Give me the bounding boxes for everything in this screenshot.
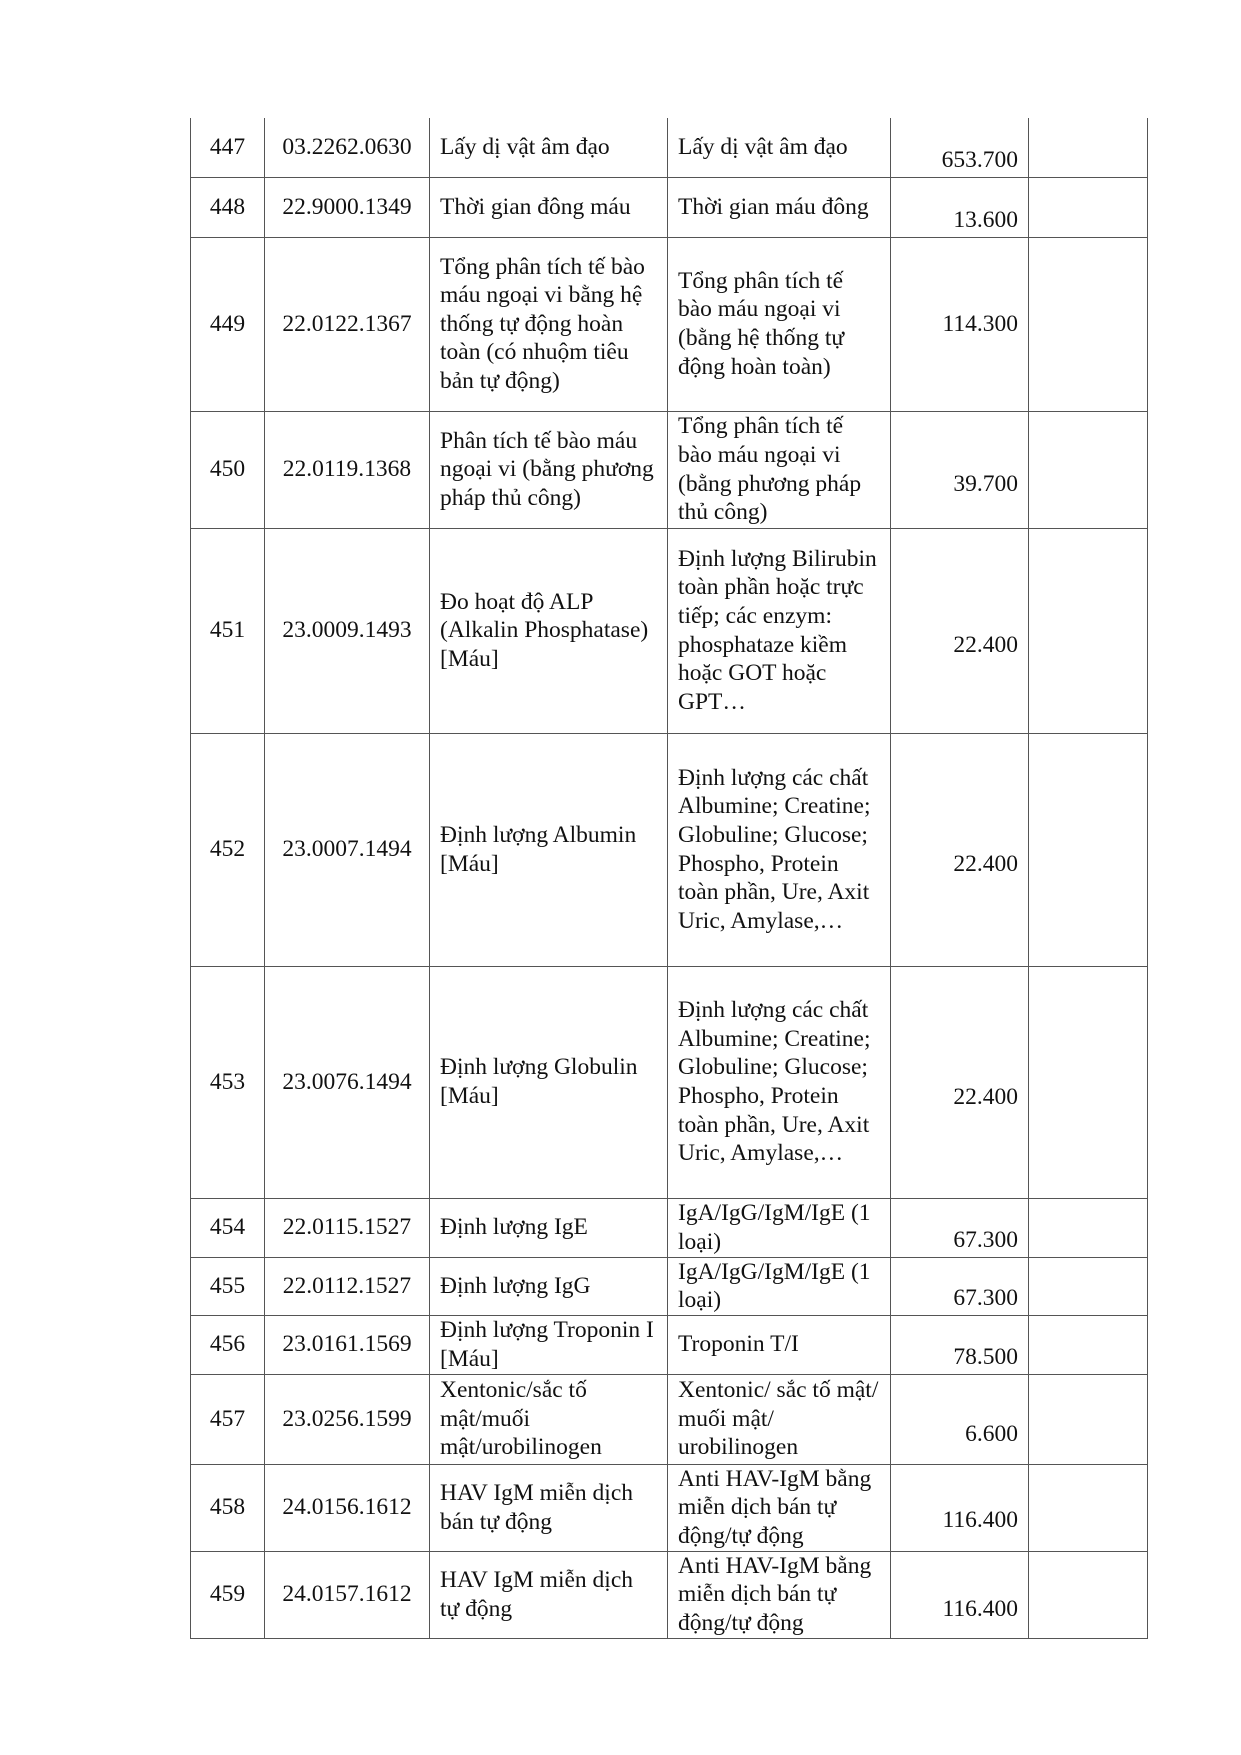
price-value: 22.400 [891, 528, 1029, 733]
service-code: 22.0122.1367 [265, 237, 430, 411]
table-row [191, 733, 1148, 966]
note-cell [1029, 177, 1148, 237]
service-name: Đo hoạt độ ALP (Alkalin Phosphatase) [Máu] [430, 528, 668, 733]
note-cell [1029, 1198, 1148, 1257]
row-number: 450 [191, 411, 265, 528]
price-group-name: IgA/IgG/IgM/IgE (1 loại) [668, 1257, 891, 1315]
price-value: 78.500 [891, 1315, 1029, 1374]
service-name: Xentonic/sắc tố mật/muối mật/urobilinogen [430, 1374, 668, 1464]
service-name: Phân tích tế bào máu ngoại vi (bằng phương pháp thủ công) [430, 411, 668, 528]
table-row [191, 1464, 1148, 1551]
row-number: 452 [191, 733, 265, 966]
service-code: 22.0115.1527 [265, 1198, 430, 1257]
service-name: Định lượng Globulin [Máu] [430, 966, 668, 1198]
table-row [191, 118, 1148, 177]
table-row [191, 528, 1148, 733]
price-value: 653.700 [891, 118, 1029, 177]
service-name: HAV IgM miễn dịch bán tự động [430, 1464, 668, 1551]
note-cell [1029, 237, 1148, 411]
service-name: Định lượng Troponin I [Máu] [430, 1315, 668, 1374]
service-code: 22.9000.1349 [265, 177, 430, 237]
service-name: Lấy dị vật âm đạo [430, 118, 668, 177]
row-number: 458 [191, 1464, 265, 1551]
service-code: 23.0256.1599 [265, 1374, 430, 1464]
price-group-name: Định lượng Bilirubin toàn phần hoặc trực tiếp; các enzym: phosphataze kiềm hoặc GOT hoặc GPT… [668, 528, 891, 733]
service-name: Định lượng IgG [430, 1257, 668, 1315]
table-row [191, 1198, 1148, 1257]
price-group-name: Thời gian máu đông [668, 177, 891, 237]
service-code: 24.0157.1612 [265, 1551, 430, 1638]
price-value: 22.400 [891, 966, 1029, 1198]
row-number: 449 [191, 237, 265, 411]
service-code: 23.0007.1494 [265, 733, 430, 966]
table-row [191, 1551, 1148, 1638]
price-group-name: Tổng phân tích tế bào máu ngoại vi (bằng hệ thống tự động hoàn toàn) [668, 237, 891, 411]
service-code: 23.0161.1569 [265, 1315, 430, 1374]
note-cell [1029, 1551, 1148, 1638]
service-code: 03.2262.0630 [265, 118, 430, 177]
row-number: 459 [191, 1551, 265, 1638]
row-number: 447 [191, 118, 265, 177]
note-cell [1029, 528, 1148, 733]
service-code: 23.0076.1494 [265, 966, 430, 1198]
service-code: 22.0119.1368 [265, 411, 430, 528]
note-cell [1029, 1315, 1148, 1374]
row-number: 456 [191, 1315, 265, 1374]
table-row [191, 237, 1148, 411]
price-value: 22.400 [891, 733, 1029, 966]
service-price-table [190, 118, 1148, 1639]
note-cell [1029, 118, 1148, 177]
price-value: 6.600 [891, 1374, 1029, 1464]
price-group-name: Troponin T/I [668, 1315, 891, 1374]
row-number: 454 [191, 1198, 265, 1257]
price-group-name: Lấy dị vật âm đạo [668, 118, 891, 177]
note-cell [1029, 1374, 1148, 1464]
row-number: 455 [191, 1257, 265, 1315]
service-name: Thời gian đông máu [430, 177, 668, 237]
price-value: 116.400 [891, 1464, 1029, 1551]
price-group-name: Anti HAV-IgM bằng miễn dịch bán tự động/tự động [668, 1464, 891, 1551]
table-row [191, 966, 1148, 1198]
table-row [191, 177, 1148, 237]
table-row [191, 1374, 1148, 1464]
price-group-name: Anti HAV-IgM bằng miễn dịch bán tự động/tự động [668, 1551, 891, 1638]
price-group-name: Định lượng các chất Albumine; Creatine; Globuline; Glucose; Phospho, Protein toàn phần, Ure, Axit Uric, Amylase,… [668, 966, 891, 1198]
service-name: HAV IgM miễn dịch tự động [430, 1551, 668, 1638]
service-code: 24.0156.1612 [265, 1464, 430, 1551]
service-name: Định lượng IgE [430, 1198, 668, 1257]
table-row [191, 1315, 1148, 1374]
price-value: 116.400 [891, 1551, 1029, 1638]
service-name: Định lượng Albumin [Máu] [430, 733, 668, 966]
row-number: 457 [191, 1374, 265, 1464]
row-number: 448 [191, 177, 265, 237]
price-value: 67.300 [891, 1257, 1029, 1315]
row-number: 451 [191, 528, 265, 733]
note-cell [1029, 1464, 1148, 1551]
note-cell [1029, 966, 1148, 1198]
price-value: 114.300 [891, 237, 1029, 411]
price-value: 39.700 [891, 411, 1029, 528]
table-row [191, 1257, 1148, 1315]
price-group-name: Xentonic/ sắc tố mật/ muối mật/ urobilinogen [668, 1374, 891, 1464]
note-cell [1029, 733, 1148, 966]
price-value: 67.300 [891, 1198, 1029, 1257]
price-group-name: Định lượng các chất Albumine; Creatine; Globuline; Glucose; Phospho, Protein toàn phần, Ure, Axit Uric, Amylase,… [668, 733, 891, 966]
price-value: 13.600 [891, 177, 1029, 237]
table-row [191, 411, 1148, 528]
service-code: 23.0009.1493 [265, 528, 430, 733]
note-cell [1029, 1257, 1148, 1315]
price-group-name: Tổng phân tích tế bào máu ngoại vi (bằng phương pháp thủ công) [668, 411, 891, 528]
row-number: 453 [191, 966, 265, 1198]
service-code: 22.0112.1527 [265, 1257, 430, 1315]
service-name: Tổng phân tích tế bào máu ngoại vi bằng hệ thống tự động hoàn toàn (có nhuộm tiêu bản tự động) [430, 237, 668, 411]
note-cell [1029, 411, 1148, 528]
price-group-name: IgA/IgG/IgM/IgE (1 loại) [668, 1198, 891, 1257]
